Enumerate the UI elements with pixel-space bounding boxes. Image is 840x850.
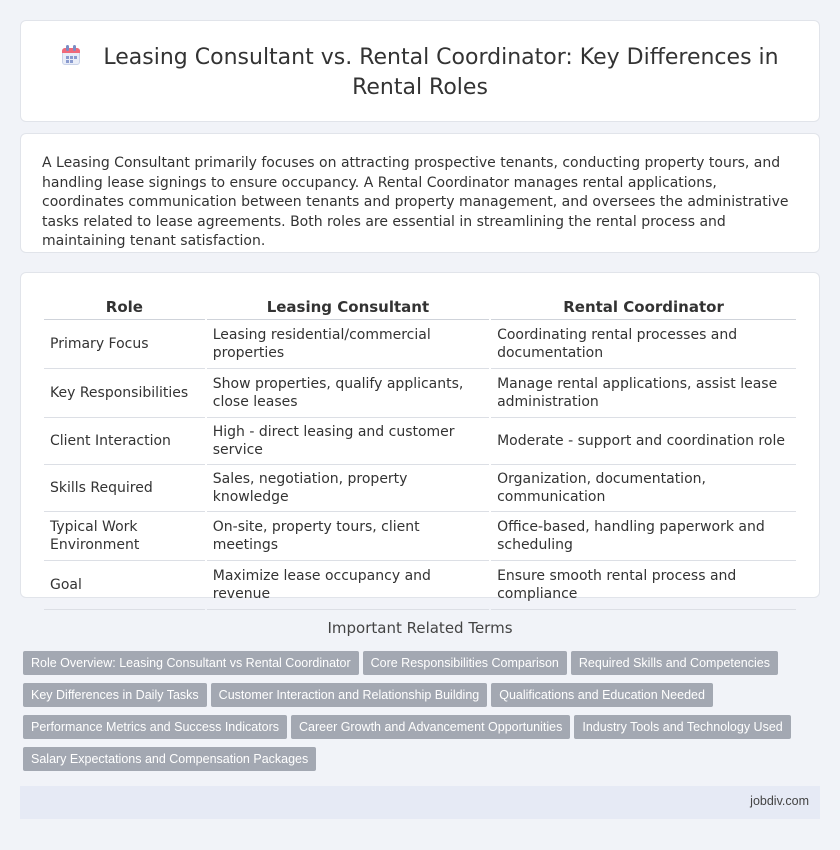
row-label: Goal [44,561,205,610]
header-leasing-consultant: Leasing Consultant [207,296,489,320]
header-role: Role [44,296,205,320]
table-row [44,512,796,561]
table-row [44,369,796,418]
table-row [44,465,796,512]
leasing-consultant-cell: Sales, negotiation, property knowledge [207,465,489,512]
rental-coordinator-cell: Office-based, handling paperwork and scheduling [491,512,796,561]
leasing-consultant-cell: On-site, property tours, client meetings [207,512,489,561]
related-term-chip[interactable]: Core Responsibilities Comparison [363,651,567,675]
row-label: Skills Required [44,465,205,512]
leasing-consultant-cell: High - direct leasing and customer service [207,418,489,465]
related-term-chip[interactable]: Required Skills and Competencies [571,651,778,675]
header-rental-coordinator: Rental Coordinator [491,296,796,320]
related-term-chip[interactable]: Key Differences in Daily Tasks [23,683,207,707]
table-row [44,418,796,465]
leasing-consultant-cell: Maximize lease occupancy and revenue [207,561,489,610]
related-term-chip[interactable]: Performance Metrics and Success Indicators [23,715,287,739]
comparison-card [20,272,820,602]
comparison-table [42,296,798,610]
related-term-chip[interactable]: Role Overview: Leasing Consultant vs Rental Coordinator [23,651,359,675]
title-card [20,20,820,122]
calendar-icon [61,44,81,66]
related-term-chip[interactable]: Qualifications and Education Needed [491,683,713,707]
table-row [44,320,796,369]
table-row [44,561,796,610]
rental-coordinator-cell: Organization, documentation, communication [491,465,796,512]
table-header-row [44,296,796,320]
related-term-chip[interactable]: Industry Tools and Technology Used [574,715,790,739]
row-label: Key Responsibilities [44,369,205,418]
leasing-consultant-cell: Show properties, qualify applicants, close leases [207,369,489,418]
intro-card [20,133,820,253]
rental-coordinator-cell: Coordinating rental processes and documentation [491,320,796,369]
row-label: Typical Work Environment [44,512,205,561]
row-label: Client Interaction [44,418,205,465]
page-title-text: Leasing Consultant vs. Rental Coordinator: Key Differences in Rental Roles [103,45,779,100]
rental-coordinator-cell: Manage rental applications, assist lease administration [491,369,796,418]
footer [20,786,820,819]
rental-coordinator-cell: Moderate - support and coordination role [491,418,796,465]
related-term-chip[interactable]: Customer Interaction and Relationship Building [211,683,488,707]
intro-paragraph: A Leasing Consultant primarily focuses on attracting prospective tenants, conducting property tours, and handling lease signings to ensure occupancy. A Rental Coordinator manages rental applications, coordinates communication between tenants and property management, and oversees the administrative tasks related to lease agreements. Both roles are essential in streamlining the rental process and maintaining tenant satisfaction. [42,155,789,249]
row-label: Primary Focus [44,320,205,369]
rental-coordinator-cell: Ensure smooth rental process and compliance [491,561,796,610]
related-terms-heading: Important Related Terms [327,619,513,637]
footer-site-link[interactable]: jobdiv.com [750,794,809,808]
related-term-chip[interactable]: Salary Expectations and Compensation Packages [23,747,316,771]
related-term-chip[interactable]: Career Growth and Advancement Opportunities [291,715,570,739]
leasing-consultant-cell: Leasing residential/commercial properties [207,320,489,369]
related-terms-list [23,651,803,779]
page-title [61,43,779,103]
